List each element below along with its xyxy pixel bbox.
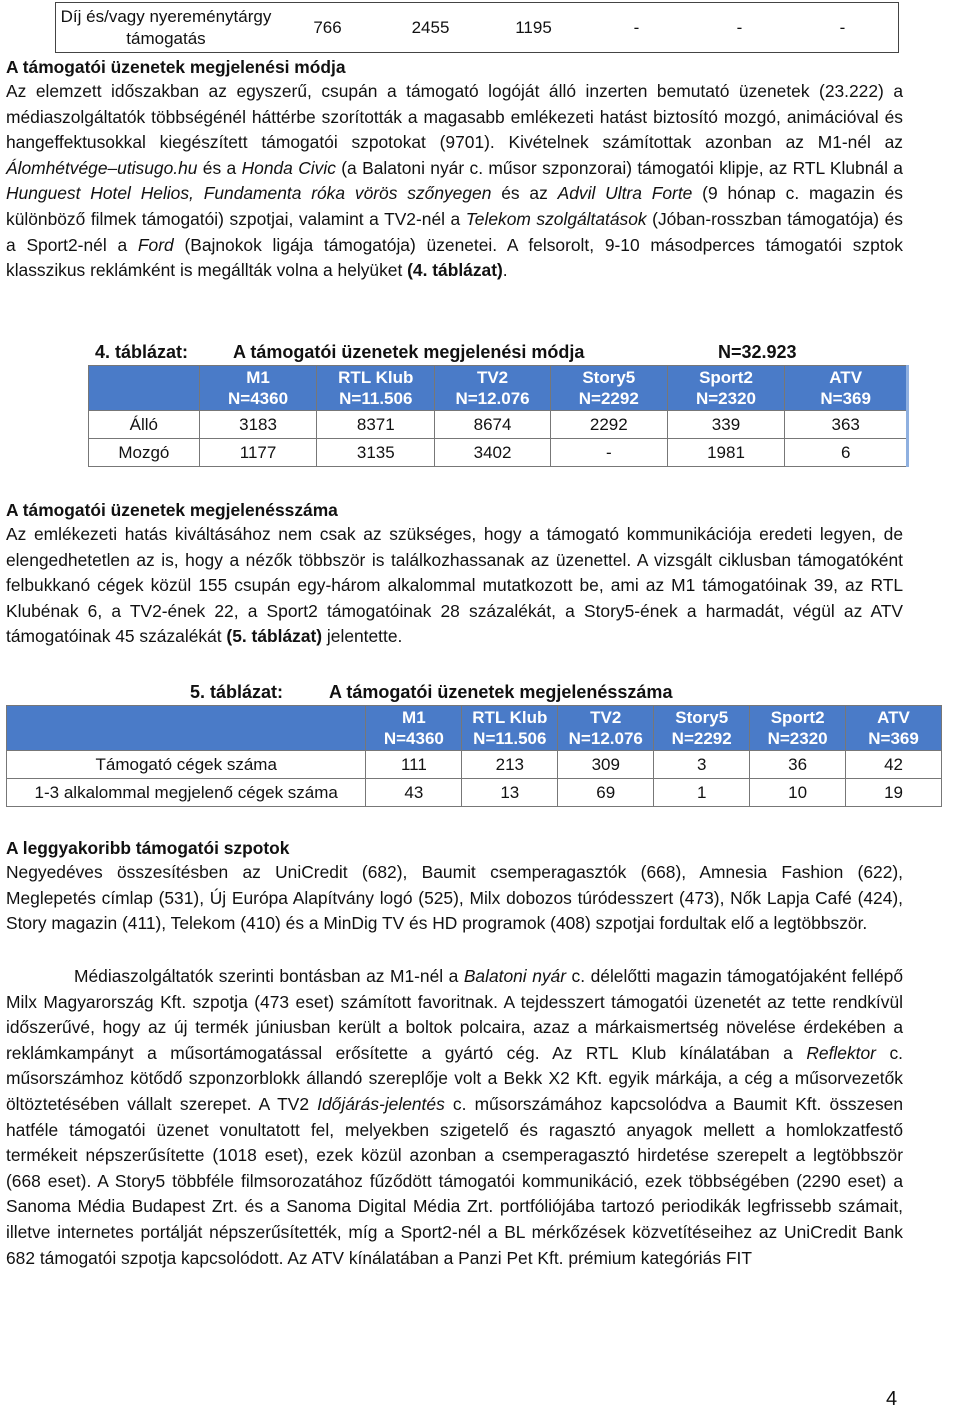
table-cell: 213 bbox=[462, 751, 558, 779]
table-cell: 3 bbox=[654, 751, 750, 779]
table-cell: 1177 bbox=[199, 439, 317, 467]
table5-header-row bbox=[7, 706, 942, 751]
table-cell: 69 bbox=[558, 779, 654, 807]
table4-caption-title: A támogatói üzenetek megjelenési módja bbox=[233, 342, 585, 362]
table-cell: 36 bbox=[750, 751, 846, 779]
table4-header-cell: TV2 N=12.076 bbox=[435, 366, 551, 411]
table-cell: 42 bbox=[846, 751, 942, 779]
table-row bbox=[89, 411, 908, 439]
prize-support-row bbox=[55, 2, 899, 53]
table4-caption-number: 4. táblázat: bbox=[95, 342, 189, 362]
paragraph-by-broadcaster: Médiaszolgáltatók szerinti bontásban az M1-nél a Balatoni nyár c. délelőtti magazin támogatójaként fellépő Milx Magyarország Kft. szpotja (473 eset) számított favoritnak. A tejdesszert támogatói üzenetét az tette rendkívül időszerűvé, hogy az új termék júniusban került a boltok polcaira, azaz a márkaismertség növelése érdekében a reklámkampányt a műsortámogatással erősítette a gyártó cég. Az RTL Klub kínálatában a Reflektor c. műsorszámhoz kötődő szponzorblokk állandó szereplője volt a Bekk X2 Kft. egyik márkája, a cég a műsorvezetők öltöztetésében vállalt szerepet. A TV2 Időjárás-jelentés c. műsorszámához kapcsolódva a Baumit Kft. összesen hatféle támogatói üzenet vonultatott fel, melyekben szigetelő és ragasztó anyagok mellett a homlokzatfestő termékeit népszerűsítette (1018 eset), ezek közül azonban a csemperagasztó hirdetése szerepelt a legtöbbször (668 eset). A Story5 többféle filmsorozatához fűződött támogatói kommunikáció, ezek többségében (2290 eset) a Sanoma Média Budapest Zrt. és a Sanoma Digital Média Zrt. portfóliójába tartozó periodikák legfrissebb számait, illetve internetes portálját népszerűsítették, míg a Sport2-nél a BL mérkőzések közvetítéseihez az UniCredit Bank 682 támogatói szpotja kapcsolódott. Az ATV kínálatában a Panzi Pet Kft. prémium kategóriás FIT bbox=[6, 966, 903, 1268]
prize-value-story5: - bbox=[633, 17, 640, 37]
table4-header-blank bbox=[89, 366, 200, 411]
table4-header-cell: Story5 N=2292 bbox=[550, 366, 667, 411]
table4 bbox=[88, 365, 909, 467]
table-cell: - bbox=[550, 439, 667, 467]
prize-support-label: Díj és/vagy nyereménytárgy támogatás bbox=[60, 6, 272, 48]
table5-row-label: Támogató cégek száma bbox=[7, 751, 366, 779]
section-heading-top-spots: A leggyakoribb támogatói szpotok bbox=[6, 838, 290, 858]
section-heading-display-mode: A támogatói üzenetek megjelenési módja bbox=[6, 57, 346, 77]
table4-header-cell: M1 N=4360 bbox=[199, 366, 317, 411]
table-cell: 43 bbox=[366, 779, 462, 807]
page-number: 4 bbox=[886, 1388, 898, 1410]
table-row bbox=[7, 751, 942, 779]
table-cell: 6 bbox=[785, 439, 908, 467]
table4-caption-n: N=32.923 bbox=[718, 342, 797, 362]
table-cell: 8371 bbox=[317, 411, 435, 439]
table5-header-cell: ATV N=369 bbox=[846, 706, 942, 751]
table4-header-row bbox=[89, 366, 908, 411]
table-cell: 3135 bbox=[317, 439, 435, 467]
prize-value-m1: 766 bbox=[313, 17, 342, 37]
table5-header-cell: Story5 N=2292 bbox=[654, 706, 750, 751]
table-cell: 309 bbox=[558, 751, 654, 779]
table-cell: 3402 bbox=[435, 439, 551, 467]
table-row bbox=[89, 439, 908, 467]
table5 bbox=[6, 705, 942, 807]
table5-header-cell: RTL Klub N=11.506 bbox=[462, 706, 558, 751]
prize-value-sport2: - bbox=[736, 17, 743, 37]
table5-header-cell: TV2 N=12.076 bbox=[558, 706, 654, 751]
paragraph-top-spots: Negyedéves összesítésben az UniCredit (682), Baumit csemperagasztók (668), Amnesia Fashion (622), Meglepetés címlap (531), Új Európa Alapítvány logó (525), Milx dobozos túródesszert (473), Nők Lapja Café (424), Story magazin (411), Telekom (410) és a MinDig TV és HD programok (408) szpotjai fordultak elő a legtöbbször. bbox=[6, 862, 903, 934]
paragraph-appearance-count: Az emlékezeti hatás kiváltásához nem csak az szükséges, hogy a támogató kommunikációja eredeti legyen, de elengedhetetlen az is, hogy a nézők többször is találkozhassanak az üzenettel. A vizsgált ciklusban támogatóként felbukkanó cégek közül 155 csupán egy-három alkalommal mutatkozott be, ami az M1 támogatóinak 39, az RTL Klubénak 6, a TV2-ének 22, a Sport2 támogatóinak 28 százalékát, a Story5-ének a harmadát, végül az ATV támogatóinak 45 százalékát (5. táblázat) jelentette. bbox=[6, 524, 903, 647]
table4-header-cell: RTL Klub N=11.506 bbox=[317, 366, 435, 411]
table-cell: 3183 bbox=[199, 411, 317, 439]
table4-header-cell: ATV N=369 bbox=[785, 366, 908, 411]
prize-value-tv2: 1195 bbox=[515, 17, 552, 37]
table5-header-cell: Sport2 N=2320 bbox=[750, 706, 846, 751]
table4-row-label: Mozgó bbox=[89, 439, 200, 467]
table4-row-label: Álló bbox=[89, 411, 200, 439]
table-cell: 1981 bbox=[667, 439, 785, 467]
table-cell: 363 bbox=[785, 411, 908, 439]
table5-caption-number: 5. táblázat: bbox=[190, 682, 284, 702]
table5-caption-title: A támogatói üzenetek megjelenésszáma bbox=[329, 682, 673, 702]
table-cell: 13 bbox=[462, 779, 558, 807]
table5-row-label: 1-3 alkalommal megjelenő cégek száma bbox=[7, 779, 366, 807]
paragraph-display-mode: Az elemzett időszakban az egyszerű, csupán a támogató logóját álló inzerten bemutató üzenetek (23.222) a médiaszolgáltatók többségénél háttérbe szorították a magasabb emlékezeti hatást biztosító mozgó, animációval és hangeffektusokkal kiegészített támogatói szpotokat (9701). Kivételnek számítottak azonban az M1-nél az Álomhétvége–utisugo.hu és a Honda Civic (a Balatoni nyár c. műsor szponzorai) támogatói klipje, az RTL Klubnál a Hunguest Hotel Helios, Fundamenta róka vörös szőnyegen és az Advil Ultra Forte (9 hónap c. magazin és különböző filmek támogatói) szpotjai, valamint a TV2-nél a Telekom szolgáltatások (Jóban-rosszban támogatója) és a Sport2-nél a Ford (Bajnokok ligája támogatója) üzenetei. A felsorolt, 9-10 másodperces támogatói szptok klasszikus reklámként is megállták volna a helyüket (4. táblázat). bbox=[6, 81, 903, 281]
table5-header-cell: M1 N=4360 bbox=[366, 706, 462, 751]
table-cell: 339 bbox=[667, 411, 785, 439]
table-cell: 19 bbox=[846, 779, 942, 807]
table-cell: 2292 bbox=[550, 411, 667, 439]
prize-value-rtl: 2455 bbox=[411, 17, 450, 37]
table-row bbox=[7, 779, 942, 807]
table-cell: 111 bbox=[366, 751, 462, 779]
table4-header-cell: Sport2 N=2320 bbox=[667, 366, 785, 411]
table-cell: 1 bbox=[654, 779, 750, 807]
prize-value-atv: - bbox=[839, 17, 846, 37]
section-heading-appearance-count: A támogatói üzenetek megjelenésszáma bbox=[6, 500, 338, 520]
table5-header-blank bbox=[7, 706, 366, 751]
table-cell: 10 bbox=[750, 779, 846, 807]
table-cell: 8674 bbox=[435, 411, 551, 439]
